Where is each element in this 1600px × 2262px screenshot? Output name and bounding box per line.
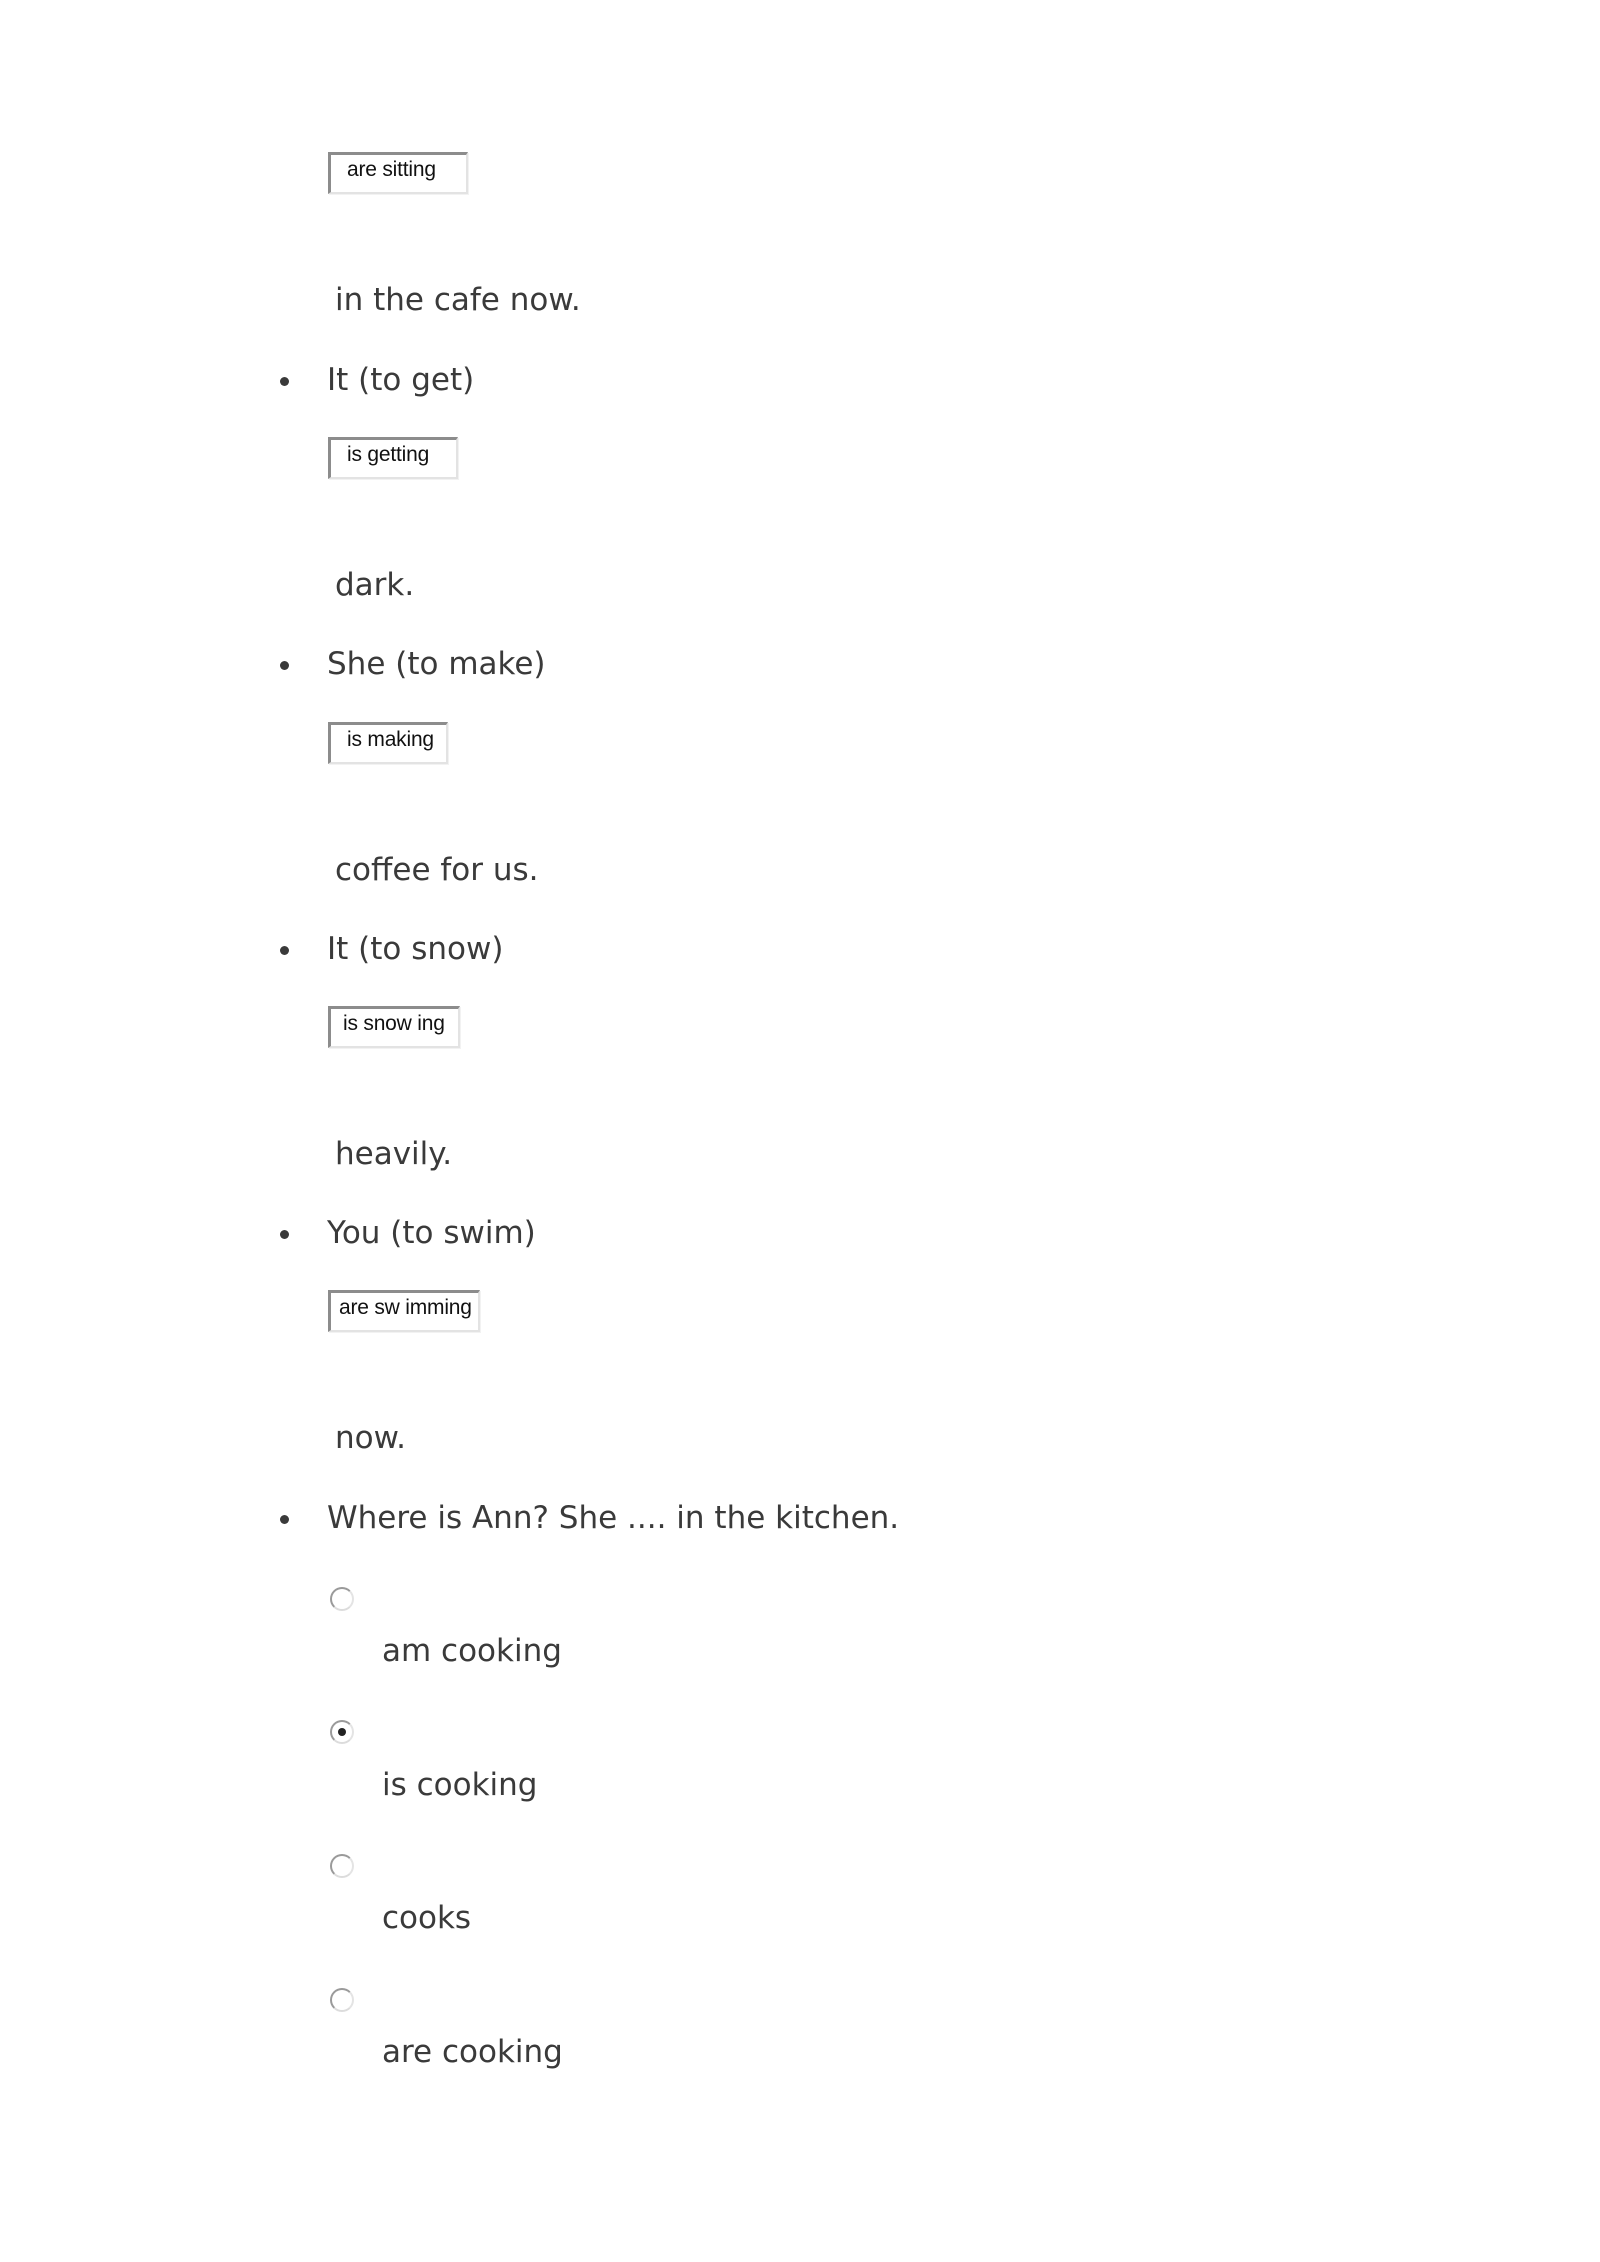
answer-field-is-making[interactable]: is making: [328, 722, 448, 764]
option-label: am cooking: [382, 1633, 562, 1669]
sentence-end-text: now.: [335, 1420, 406, 1456]
radio-option-are-cooking[interactable]: [330, 1988, 354, 2012]
radio-option-am-cooking[interactable]: [330, 1587, 354, 1611]
sentence-end-text: dark.: [335, 567, 415, 603]
bullet-icon: [280, 661, 289, 670]
answer-field-are-swimming[interactable]: are sw imming: [328, 1290, 480, 1332]
sentence-end-text: in the cafe now.: [335, 282, 581, 318]
sentence-end-text: coffee for us.: [335, 852, 539, 888]
question-prompt: She (to make): [327, 646, 546, 682]
sentence-end-text: heavily.: [335, 1136, 453, 1172]
answer-field-are-sitting[interactable]: are sitting: [328, 152, 468, 194]
question-prompt: Where is Ann? She .... in the kitchen.: [327, 1500, 900, 1536]
question-prompt: It (to snow): [327, 931, 504, 967]
option-label: are cooking: [382, 2034, 563, 2070]
option-label: cooks: [382, 1900, 472, 1936]
bullet-icon: [280, 946, 289, 955]
bullet-icon: [280, 377, 289, 386]
answer-field-is-getting[interactable]: is getting: [328, 437, 458, 479]
bullet-icon: [280, 1515, 289, 1524]
answer-field-is-snowing[interactable]: is snow ing: [328, 1006, 460, 1048]
question-prompt: You (to swim): [327, 1215, 536, 1251]
question-prompt: It (to get): [327, 362, 475, 398]
bullet-icon: [280, 1230, 289, 1239]
radio-option-is-cooking[interactable]: [330, 1720, 354, 1744]
option-label: is cooking: [382, 1767, 538, 1803]
radio-option-cooks[interactable]: [330, 1854, 354, 1878]
